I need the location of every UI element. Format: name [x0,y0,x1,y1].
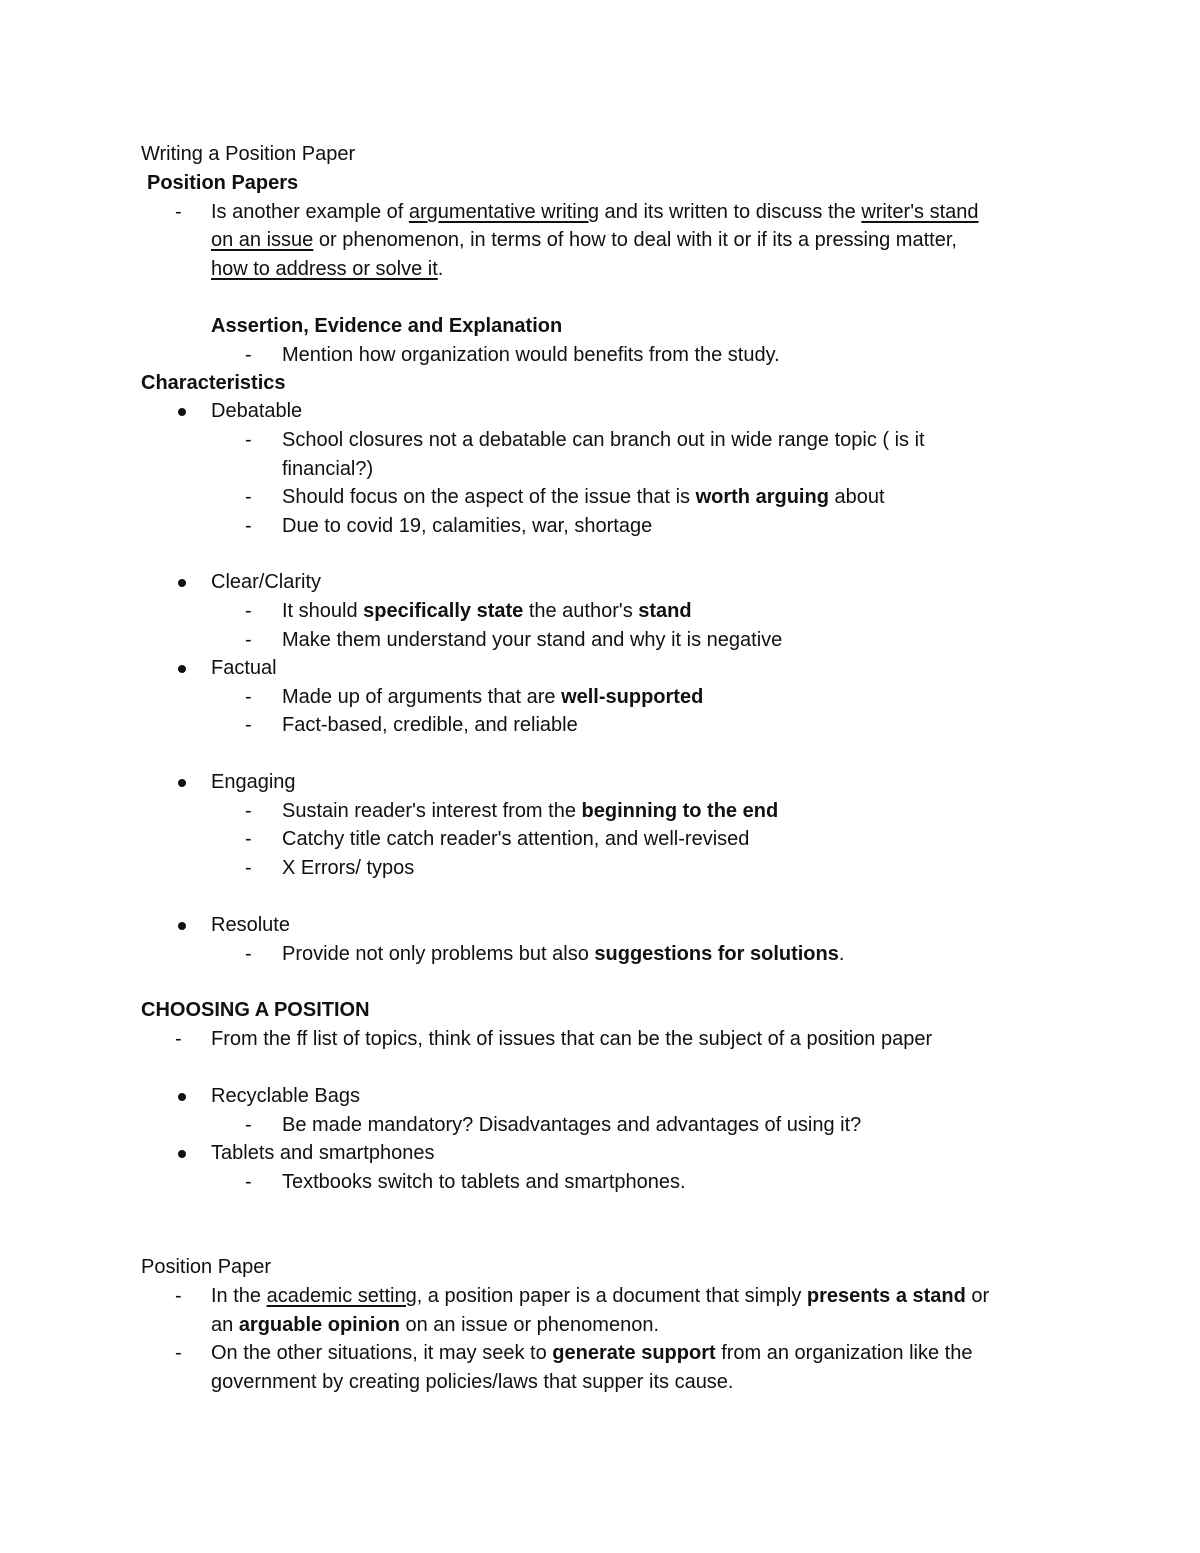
dash-marker: - [245,600,252,622]
bullet-icon [178,579,186,587]
dash-marker: - [245,1114,252,1136]
list-item: Fact-based, credible, and reliable [282,714,578,736]
dash-marker: - [245,486,252,508]
dash-marker: - [175,1028,182,1050]
bullet-label-debatable: Debatable [211,400,303,422]
dash-marker: - [175,1342,182,1364]
bullet-icon [178,1093,186,1101]
bullet-icon [178,1150,186,1158]
list-item: Made up of arguments that are well-supported [282,686,704,708]
list-item: Should focus on the aspect of the issue that is worth arguing about [282,486,885,508]
underlined-term: academic setting [266,1285,417,1307]
paragraph-line: On the other situations, it may seek to generate support from an organization like the [211,1342,973,1364]
dash-marker: - [245,344,252,366]
dash-marker: - [245,629,252,651]
underlined-term: on an issue [211,229,314,251]
list-item: X Errors/ typos [282,857,415,879]
dash-marker: - [245,1171,252,1193]
list-item: It should specifically state the author's stand [282,600,692,622]
list-item: Catchy title catch reader's attention, and well-revised [282,828,750,850]
dash-marker: - [245,800,252,822]
bullet-icon [178,665,186,673]
bullet-label-engaging: Engaging [211,771,296,793]
paragraph-line: In the academic setting, a position paper is a document that simply presents a stand or [211,1285,990,1307]
underlined-term: argumentative writing [408,201,599,223]
dash-marker: - [245,714,252,736]
section-heading-characteristics: Characteristics [141,372,286,394]
bullet-label-tablets: Tablets and smartphones [211,1142,435,1164]
list-item: Due to covid 19, calamities, war, shortage [282,515,653,537]
underlined-term: writer's stand [861,201,979,223]
paragraph-line: an arguable opinion on an issue or phenomenon. [211,1314,660,1336]
dash-marker: - [175,1285,182,1307]
bullet-icon [178,408,186,416]
bullet-label-recyclable-bags: Recyclable Bags [211,1085,360,1107]
list-item: Make them understand your stand and why it is negative [282,629,783,651]
list-item: School closures not a debatable can branch out in wide range topic ( is it [282,429,925,451]
paragraph-line: on an issue or phenomenon, in terms of how to deal with it or if its a pressing matter, [211,229,957,251]
list-item: Mention how organization would benefits from the study. [282,344,780,366]
section-heading-position-papers: Position Papers [147,172,299,194]
dash-marker: - [245,857,252,879]
document-title: Writing a Position Paper [141,143,356,165]
paragraph-line: government by creating policies/laws that supper its cause. [211,1371,734,1393]
bullet-icon [178,922,186,930]
paragraph-line: Is another example of argumentative writing and its written to discuss the writer's stand [211,201,979,223]
bullet-icon [178,779,186,787]
dash-marker: - [245,943,252,965]
dash-marker: - [175,201,182,223]
list-item: Textbooks switch to tablets and smartphones. [282,1171,686,1193]
bullet-label-resolute: Resolute [211,914,290,936]
dash-marker: - [245,828,252,850]
underlined-term: how to address or solve it [211,258,438,280]
section-heading-choosing: CHOOSING A POSITION [141,999,370,1021]
bullet-label-factual: Factual [211,657,277,679]
dash-marker: - [245,515,252,537]
list-item: Sustain reader's interest from the beginning to the end [282,800,779,822]
list-item-continued: financial?) [282,458,374,480]
list-item: Be made mandatory? Disadvantages and advantages of using it? [282,1114,862,1136]
list-item: From the ff list of topics, think of issues that can be the subject of a position paper [211,1028,933,1050]
list-item: Provide not only problems but also suggestions for solutions. [282,943,845,965]
subheading-assertion: Assertion, Evidence and Explanation [211,315,563,337]
bullet-label-clarity: Clear/Clarity [211,571,322,593]
dash-marker: - [245,429,252,451]
dash-marker: - [245,686,252,708]
paragraph-line: how to address or solve it. [211,258,444,280]
section-heading-position-paper: Position Paper [141,1256,272,1278]
